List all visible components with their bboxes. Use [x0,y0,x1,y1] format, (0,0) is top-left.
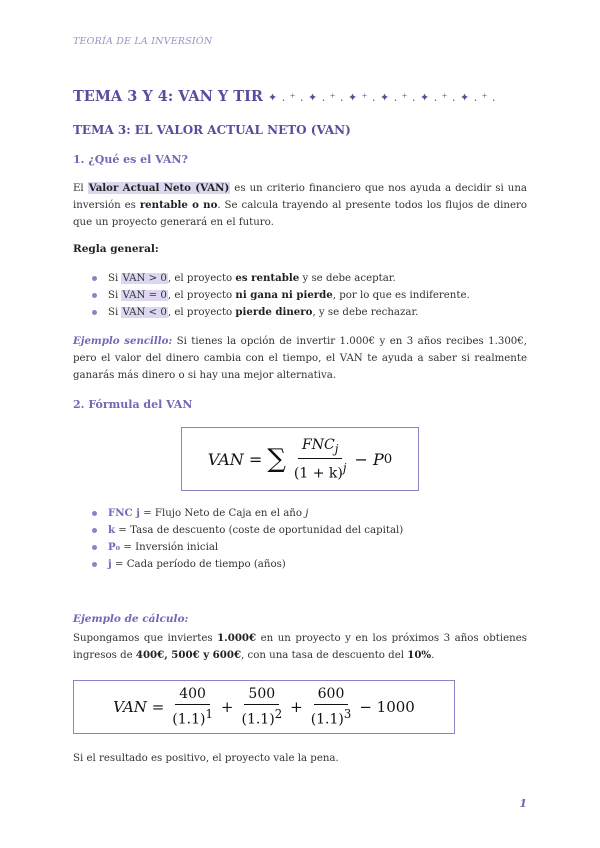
section-title: TEMA 3: EL VALOR ACTUAL NETO (VAN) [73,123,351,137]
list-item: j = Cada período de tiempo (años) [90,556,403,573]
calc-example-paragraph: Supongamos que inviertes 1.000€ en un proyecto y en los próximos 3 años obtienes ingresos de 400€, 500€ y 600€, con una tasa de descuento del 10%. [73,632,527,661]
calc-formula: VAN = $\frac{400}{(1.1)^1}$ + $\frac{500}{(1.1)^2}$ + $\frac{600}{(1.1)^3}$ − 1000 [113,686,415,728]
simple-example-paragraph: Ejemplo sencillo: Si tienes la opción de invertir 1.000€ y en 3 años recibes 1.300€, pero el valor del dinero cambia con el tiempo, el VAN te ayuda a saber si realmente ganarás más dinero o si hay una mejor alternativa. [73,335,528,381]
list-item: P₀ = Inversión inicial [90,539,403,556]
list-item: Si VAN = 0, el proyecto ni gana ni pierde, por lo que es indiferente. [90,287,470,304]
rule-list [90,270,470,321]
simple-example-label: Ejemplo sencillo: [73,335,173,347]
list-item: Si VAN > 0, el proyecto es rentable y se debe aceptar. [90,270,470,287]
page-header: TEORÍA DE LA INVERSIÓN [73,36,213,47]
list-item: FNC j = Flujo Neto de Caja en el año j [90,505,403,522]
title-decoration: ✦ . ⁺ . ✦ . ⁺ . ✦ ⁺ . ✦ . ⁺ . ✦ . ⁺ . ✦ . ⁺ . [267,91,497,104]
van-formula-box [181,427,419,491]
conclusion-text: Si el resultado es positivo, el proyecto vale la pena. [73,753,339,764]
calc-example-label: Ejemplo de cálculo: [73,613,189,625]
van-formula: VAN = ∑ $\frac{FNC_j}{(1 + k)^j}$ − P 0 [207,436,393,482]
title-text: TEMA 3 Y 4: VAN Y TIR [73,88,263,105]
list-item: Si VAN < 0, el proyecto pierde dinero, y se debe rechazar. [90,304,470,321]
calc-formula-box [73,680,455,734]
formula-legend [90,505,403,573]
rule-label: Regla general: [73,243,159,255]
document-title [73,88,496,105]
heading-what-is-van: 1. ¿Qué es el VAN? [73,153,188,166]
van-term-highlight: Valor Actual Neto (VAN) [88,182,230,194]
heading-formula: 2. Fórmula del VAN [73,398,193,411]
page-number: 1 [519,797,527,810]
list-item: k = Tasa de descuento (coste de oportunidad del capital) [90,522,403,539]
van-definition-paragraph: El Valor Actual Neto (VAN) es un criterio financiero que nos ayuda a decidir si una inversión es rentable o no. Se calcula trayendo al presente todos los flujos de dinero que un proyecto generará en el futuro. [73,182,527,228]
